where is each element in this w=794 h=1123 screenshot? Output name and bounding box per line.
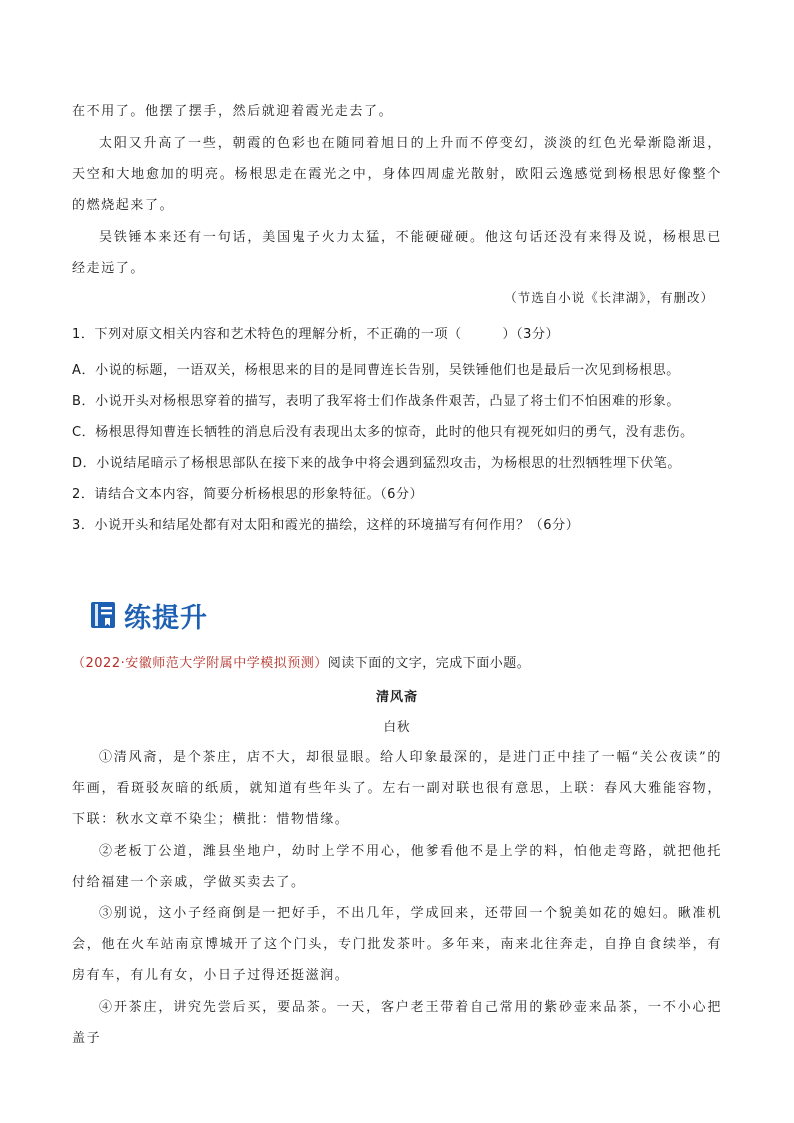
- exam-source-tag: （2022·安徽师范大学附属中学模拟预测）: [72, 656, 328, 671]
- question-3: 3．小说开头和结尾处都有对太阳和霞光的描绘，这样的环境描写有何作用？（6分）: [72, 518, 580, 533]
- passage-paragraph-3: 吴铁锤本来还有一句话，美国鬼子火力太猛，不能硬碰硬。他这句话还没有来得及说，杨根思已经走远了。: [72, 230, 722, 276]
- question-2: 2．请结合文本内容，简要分析杨根思的形象特征。（6分）: [72, 487, 424, 502]
- question-1: 1．下列对原文相关内容和艺术特色的理解分析，不正确的一项（ ）（3分）: [72, 327, 560, 342]
- story-paragraph-4: ④开茶庄，讲究先尝后买，要品茶。一天，客户老王带着自己常用的紫砂壶来品茶，一不小心把盖子: [72, 1000, 722, 1046]
- story-paragraph-1: ①清风斋，是个茶庄，店不大，却很显眼。给人印象最深的，是进门正中挂了一幅“关公夜读”的年画，看斑驳灰暗的纸质，就知道有些年头了。左右一副对联也很有意思，上联：春风大雅能容物，下联：秋水文章不染尘；横批：惜物惜缘。: [72, 750, 722, 827]
- intro-text: 阅读下面的文字，完成下面小题。: [327, 656, 531, 671]
- section-heading: [90, 596, 208, 634]
- option-b: B．小说开头对杨根思穿着的描写，表明了我军将士们作战条件艰苦，凸显了将士们不怕困难的形象。: [72, 394, 680, 409]
- passage-paragraph-2: 太阳又升高了一些，朝霞的色彩也在随同着旭日的上升而不停变幻，淡淡的红色光晕渐隐渐退，天空和大地愈加的明亮。杨根思走在霞光之中，身体四周虚光散射，欧阳云逸感觉到杨根思好像整个的燃烧起来了。: [72, 136, 722, 213]
- book-icon: [90, 601, 116, 629]
- passage-paragraph-1: 在不用了。他摆了摆手，然后就迎着霞光走去了。: [72, 104, 394, 119]
- story-paragraph-2: ②老板丁公道，潍县坐地户，幼时上学不用心，他爹看他不是上学的料，怕他走弯路，就把他托付给福建一个亲戚，学做买卖去了。: [72, 844, 722, 890]
- story-paragraph-3: ③别说，这小子经商倒是一把好手，不出几年，学成回来，还带回一个貌美如花的媳妇。瞅准机会，他在火车站南京博城开了这个门头，专门批发茶叶。多年来，南来北往奔走，自挣自食续举，有房有车，有儿有女，小日子过得还挺滋润。: [72, 906, 722, 983]
- story-title: 清风斋: [375, 690, 418, 705]
- option-a: A．小说的标题，一语双关，杨根思来的目的是同曹连长告别，吴铁锤他们也是最后一次见到杨根思。: [72, 363, 680, 378]
- option-c: C．杨根思得知曹连长牺牲的消息后没有表现出太多的惊奇，此时的他只有视死如归的勇气，没有悲伤。: [72, 425, 694, 440]
- source-citation: （节选自小说《长津湖》，有删改）: [504, 290, 714, 305]
- question-intro: [72, 652, 530, 671]
- option-d: D．小说结尾暗示了杨根思部队在接下来的战争中将会遇到猛烈攻击，为杨根思的壮烈牺牲埋下伏笔。: [72, 456, 682, 471]
- story-author: 白秋: [383, 719, 411, 734]
- section-title: 练提升: [124, 602, 208, 634]
